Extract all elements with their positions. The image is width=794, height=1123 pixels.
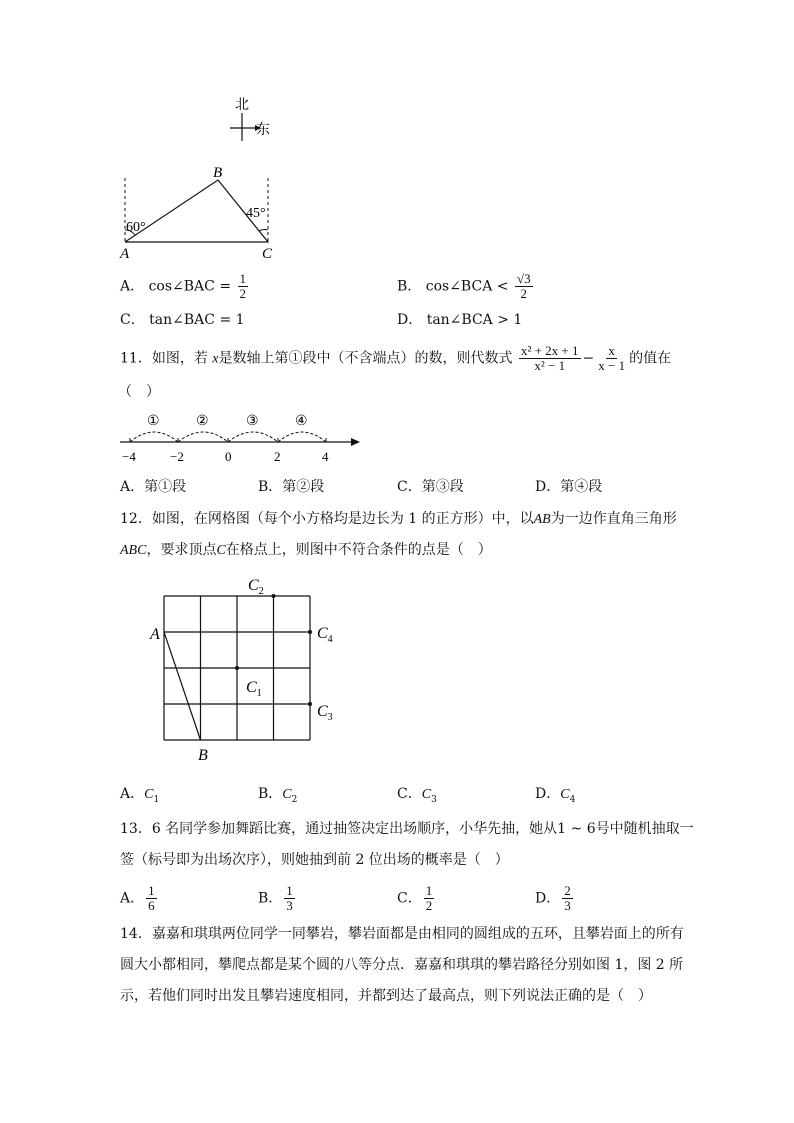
q12-option-d-prefix: D．: [535, 786, 561, 802]
q10-angle-45: 45°: [246, 206, 266, 221]
q12-label-c4: $C_4$: [317, 625, 333, 645]
q13-option-b-prefix: B．: [258, 890, 283, 907]
q13-option-c-fraction: [424, 884, 435, 913]
q12-option-a-sub: 1: [153, 794, 160, 805]
frac-den: 3: [286, 898, 293, 913]
q11-fraction-2: [596, 344, 627, 373]
tick-label: 4: [322, 449, 329, 464]
frac-num: x² + 2x + 1: [520, 343, 579, 358]
q12-question-line-2: [120, 540, 492, 561]
q12-option-a[interactable]: [120, 784, 159, 810]
q12-option-d[interactable]: [535, 784, 575, 810]
q12-c: C: [216, 543, 226, 558]
frac-den: 2: [239, 286, 247, 301]
q14-question-line-2: 圆大小都相同，攀爬点都是某个圆的八等分点．嘉嘉和琪琪的攀岩路径分别如图 1，图 2 所: [120, 957, 684, 973]
q11-option-c[interactable]: C．第③段: [397, 479, 464, 495]
frac-num: 1: [286, 883, 293, 898]
q10-option-b-fraction: [515, 272, 533, 301]
q12-option-a-prefix: A．: [120, 786, 145, 802]
q10-option-a-expr: cos∠BAC =: [148, 278, 232, 295]
frac-num: 1: [239, 271, 247, 286]
q10-triangle-figure: [110, 160, 290, 265]
q12-option-c-sub: 3: [431, 794, 437, 805]
q12-line2-mid: ，要求顶点: [146, 542, 217, 558]
segment-1-label: ①: [147, 414, 160, 429]
q11-fraction-1: [519, 344, 581, 373]
q11-option-b[interactable]: B．第②段: [258, 479, 325, 495]
frac-den: x² − 1: [534, 358, 566, 373]
q12-option-b-prefix: B．: [258, 786, 283, 802]
q11-text-mid: 是数轴上第①段中（不含端点）的数，则代数式: [218, 350, 513, 367]
q10-option-a-prefix: A．: [120, 278, 145, 295]
q12-ab: AB: [533, 512, 551, 527]
q10-option-c-prefix: C．: [120, 312, 145, 328]
frac-num: 2: [564, 883, 571, 898]
q14-question-line-1: 14．嘉嘉和琪琪两位同学一同攀岩，攀岩面都是由相同的圆组成的五环，且攀岩面上的所有: [120, 926, 684, 942]
frac-num: √3: [516, 271, 531, 286]
q10-option-b-expr: cos∠BCA <: [425, 278, 509, 295]
q12-line1-text: 12．如图，在网格图（每个小方格均是边长为 1 的正方形）中，以: [120, 511, 534, 527]
q10-angle-60: 60°: [126, 220, 146, 235]
q13-option-a-fraction: [146, 884, 157, 913]
q10-option-a[interactable]: [120, 272, 250, 301]
q11-option-a[interactable]: A．第①段: [120, 479, 187, 495]
q10-label-b: B: [213, 165, 223, 181]
q12-label-c2: $C_2$: [248, 577, 264, 597]
q12-option-b-sub: 2: [291, 794, 298, 805]
compass-east-label: 东: [256, 123, 270, 138]
q12-abc: ABC: [120, 543, 147, 558]
q12-label-b: B: [198, 747, 208, 764]
q11-text-after: 的值在: [629, 350, 672, 367]
frac-den: 3: [564, 898, 571, 913]
frac-den: 2: [520, 286, 528, 301]
q12-option-c[interactable]: [397, 784, 437, 810]
q10-option-b-prefix: B．: [397, 278, 422, 295]
q11-minus: −: [582, 350, 595, 367]
frac-num: 1: [425, 883, 433, 898]
q12-option-c-prefix: C．: [397, 786, 422, 802]
q13-option-a-prefix: A．: [120, 890, 145, 907]
compass-north-label: 北: [235, 98, 249, 113]
q11-option-d[interactable]: D．第④段: [535, 479, 603, 495]
q12-option-d-c: C: [560, 787, 570, 802]
q13-option-c-prefix: C．: [397, 890, 422, 907]
q13-option-d[interactable]: [535, 884, 575, 913]
q11-text-before: 如图，若: [151, 350, 208, 367]
q13-option-d-prefix: D．: [535, 890, 561, 907]
q13-option-d-fraction: [562, 884, 573, 913]
q12-option-d-sub: 4: [569, 794, 576, 805]
q10-option-d[interactable]: [397, 310, 522, 330]
q11-variable: x: [212, 351, 219, 367]
q12-option-b[interactable]: [258, 784, 297, 810]
frac-den: 2: [425, 898, 433, 913]
q10-label-a: A: [120, 246, 130, 262]
frac-num: x: [608, 343, 615, 358]
q11-number-line: [115, 408, 365, 466]
tick-label: −4: [122, 449, 136, 464]
tick-label: −2: [170, 449, 184, 464]
q14-question-line-3: 示，若他们同时出发且攀岩速度相同，并都到达了最高点，则下列说法正确的是（ ）: [120, 988, 652, 1004]
q12-line1-end: 为一边作直角三角形: [550, 511, 677, 527]
frac-num: 1: [148, 883, 155, 898]
q11-question-text: [120, 344, 671, 373]
tick-label: 0: [225, 449, 232, 464]
q12-grid-figure: [140, 570, 350, 765]
q13-option-b[interactable]: [258, 884, 297, 913]
q13-question-line-1: 13．6 名同学参加舞蹈比赛，通过抽签决定出场顺序，小华先抽，她从1 ~ 6号中随机抽取一: [120, 821, 694, 837]
segment-2-label: ②: [196, 414, 209, 429]
q12-option-c-c: C: [421, 787, 432, 802]
q11-number: 11．: [120, 350, 152, 367]
compass-figure: [225, 95, 285, 145]
q12-option-a-c: C: [144, 787, 154, 802]
q13-option-c[interactable]: [397, 884, 436, 913]
segment-4-label: ④: [295, 414, 308, 429]
q10-option-c-expr: tan∠BAC = 1: [149, 312, 245, 328]
q10-option-c[interactable]: [120, 310, 245, 330]
frac-den: x − 1: [598, 358, 626, 373]
q12-question-line-1: [120, 509, 677, 530]
q13-question-line-2: 签（标号即为出场次序），则她抽到前 2 位出场的概率是（ ）: [120, 852, 509, 868]
frac-den: 6: [148, 898, 155, 913]
q13-option-a[interactable]: [120, 884, 159, 913]
q10-option-d-expr: tan∠BCA > 1: [426, 312, 523, 328]
q12-option-b-c: C: [282, 787, 292, 802]
tick-label: 2: [274, 449, 281, 464]
q12-label-a: A: [150, 626, 160, 643]
q10-option-a-fraction: [238, 272, 249, 301]
q12-label-c3: $C_3$: [317, 703, 333, 723]
q13-option-b-fraction: [284, 884, 295, 913]
q10-label-c: C: [262, 246, 273, 262]
q12-label-c1: $C_1$: [246, 679, 262, 699]
q10-option-b[interactable]: [397, 272, 535, 301]
segment-3-label: ③: [246, 414, 259, 429]
q12-line2-end: 在格点上，则图中不符合条件的点是（ ）: [225, 542, 492, 558]
q11-answer-paren: （ ）: [118, 384, 160, 400]
q10-option-d-prefix: D．: [397, 312, 423, 328]
